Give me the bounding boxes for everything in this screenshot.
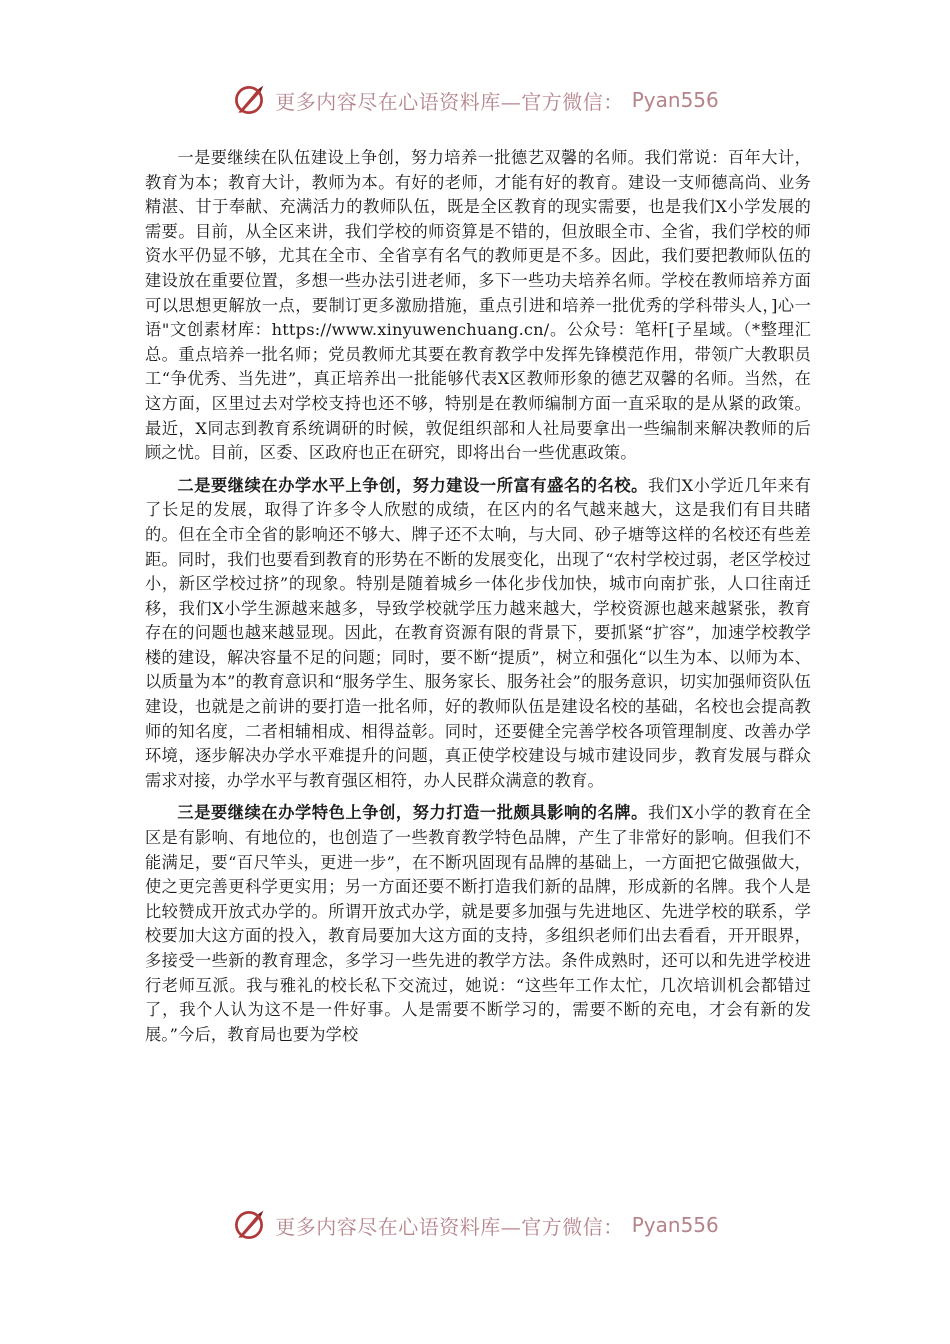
watermark-text: 更多内容尽在心语资料库—官方微信： — [275, 1214, 624, 1239]
paragraph-2-lead: 二是要继续在办学水平上争创，努力建设一所富有盛名的名校。 — [177, 475, 648, 495]
paragraph-3-text: 我们X小学的教育在全区是有影响、有地位的，也创造了一些教育教学特色品牌，产生了非常好的影响。但我们不能满足，要“百尺竿头，更进一步”，在不断巩固现有品牌的基础上，一方面把它做强做大，使之更完善更科学更实用；另一方面还要不断打造我们新的品牌，形成新的名牌。我个人是比较赞成开放式办学的。所谓开放式办学，就是要多加强与先进地区、先进学校的联系，学校要加大这方面的投入，教育局要加大这方面的支持，多组织老师们出去看看，开开眼界，多接受一些新的教育理念，多学习一些先进的教学方法。条件成熟时，还可以和先进学校进行老师互派。我与雅礼的校长私下交流过，她说：“这些年工作太忙，几次培训机会都错过了，我个人认为这不是一件好事。人是需要不断学习的，需要不断的充电，才会有新的发展。”今后，教育局也要为学校 — [145, 803, 811, 1044]
watermark-id: Pyan556 — [631, 1213, 719, 1237]
paragraph-1 — [145, 146, 811, 466]
paragraph-3 — [145, 801, 811, 1047]
quill-logo-icon — [231, 1207, 267, 1243]
paragraph-2-text: 我们X小学近几年来有了长足的发展，取得了许多令人欣慰的成绩，在区内的名气越来越大，这是我们有目共睹的。但在全市全省的影响还不够大、牌子还不太响，与大同、砂子塘等这样的名校还有些差距。同时，我们也要看到教育的形势在不断的发展变化，出现了“农村学校过弱，老区学校过小，新区学校过挤”的现象。特别是随着城乡一体化步伐加快，城市向南扩张，人口往南迁移，我们X小学生源越来越多，导致学校就学压力越来越大，学校资源也越来越紧张，教育存在的问题也越来越显现。因此，在教育资源有限的背景下，要抓紧“扩容”，加速学校教学楼的建设，解决容量不足的问题；同时，要不断“提质”，树立和强化“以生为本、以师为本、以质量为本”的教育意识和“服务学生、服务家长、服务社会”的服务意识，切实加强师资队伍建设，也就是之前讲的要打造一批名师，好的教师队伍是建设名校的基础，名校也会提高教师的知名度，二者相辅相成、相得益彰。同时，还要健全完善学校各项管理制度、改善办学环境，逐步解决办学水平难提升的问题，真正使学校建设与城市建设同步，教育发展与群众需求对接，办学水平与教育强区相符，办人民群众满意的教育。 — [145, 475, 811, 790]
document-body — [145, 146, 811, 1055]
watermark-id: Pyan556 — [631, 88, 719, 112]
quill-logo-icon — [231, 82, 267, 118]
paragraph-3-lead: 三是要继续在办学特色上争创，努力打造一批颇具影响的名牌。 — [177, 803, 648, 823]
paragraph-2 — [145, 474, 811, 794]
watermark-text: 更多内容尽在心语资料库—官方微信： — [275, 89, 624, 114]
header-watermark — [0, 82, 950, 118]
paragraph-1-text: 一是要继续在队伍建设上争创，努力培养一批德艺双馨的名师。我们常说：百年大计，教育为本；教育大计，教师为本。有好的老师，才能有好的教育。建设一支师德高尚、业务精湛、甘于奉献、充满活力的教师队伍，既是全区教育的现实需要，也是我们X小学发展的需要。目前，从全区来讲，我们学校的师资算是不错的，但放眼全市、全省，我们学校的师资水平仍显不够，尤其在全市、全省享有名气的教师更是不多。因此，我们要把教师队伍的建设放在重要位置，多想一些办法引进老师，多下一些功夫培养名师。学校在教师培养方面可以思想更解放一点，要制订更多激励措施，重点引进和培养一批优秀的学科带头人，]心一语"文创素材库：https://www.xinyuwenchuang.cn/。公众号：笔杆[子星域。（*整理汇总。重点培养一批名师；党员教师尤其要在教育教学中发挥先锋模范作用，带领广大教职员工“争优秀、当先进”，真正培养出一批能够代表X区教师形象的德艺双馨的名师。当然，在这方面，区里过去对学校支持也还不够，特别是在教师编制方面一直采取的是从紧的政策。最近，X同志到教育系统调研的时候，敦促组织部和人社局要拿出一些编制来解决教师的后顾之忧。目前，区委、区政府也正在研究，即将出台一些优惠政策。 — [145, 148, 811, 463]
footer-watermark — [0, 1207, 950, 1243]
